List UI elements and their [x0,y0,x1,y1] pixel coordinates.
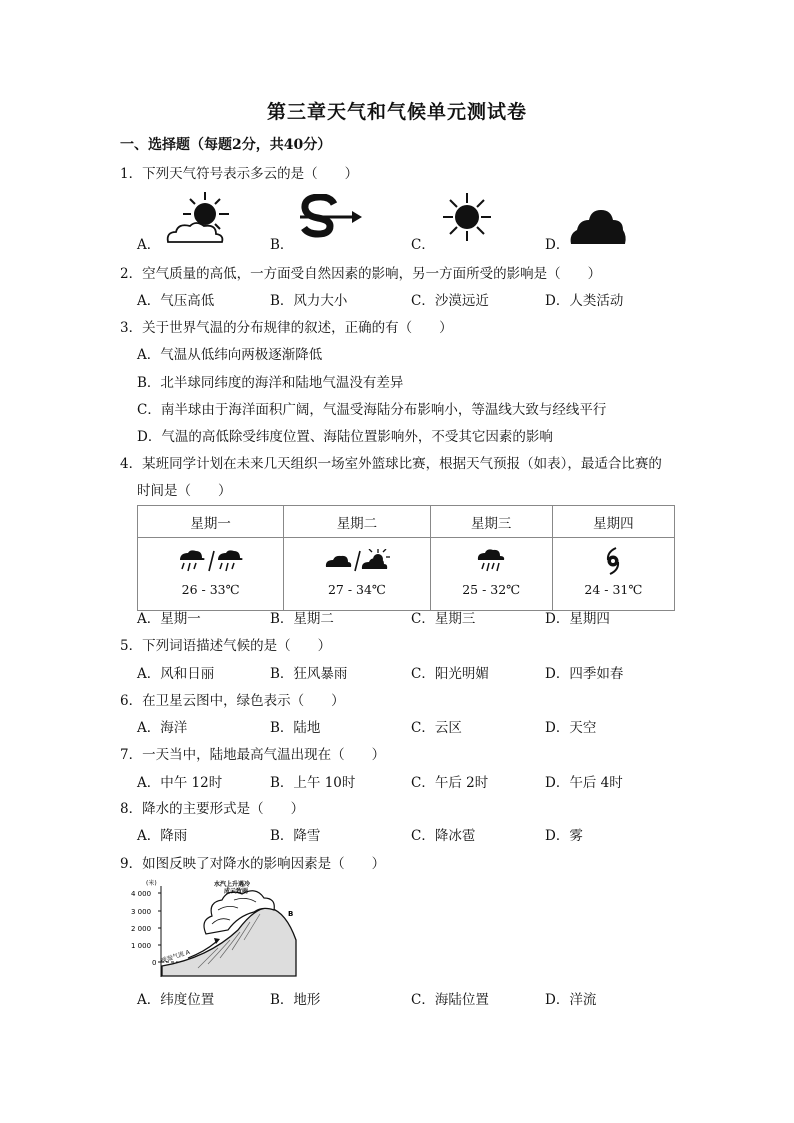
diagram-label-b: B [288,910,294,918]
q5-option-d: D．四季如春 [545,666,624,682]
q6-option-c: C．云区 [411,720,462,736]
q7-option-c: C．午后 2时 [411,775,489,791]
q2-option-b: B．风力大小 [270,293,348,309]
q1-option-d-label: D． [545,237,570,253]
q3-option-d: D．气温的高低除受纬度位置、海陆位置影响外，不受其它因素的影响 [137,429,553,445]
diagram-tick-3000: 3 000 [131,908,152,916]
q9-option-d: D．洋流 [545,992,597,1008]
q8-option-d: D．雾 [545,828,583,844]
q2-option-c: C．沙漠远近 [411,293,489,309]
forecast-day-4: 星期四 [552,506,674,538]
forecast-temp-1: 26 - 33℃ [181,582,240,597]
q4-option-d: D．星期四 [545,611,610,627]
q6-option-a: A．海洋 [137,720,188,736]
diagram-tick-2000: 2 000 [131,925,152,933]
q4-option-a: A．星期一 [137,611,201,627]
q3-option-c: C．南半球由于海洋面积广阔，气温受海陆分布影响小，等温线大致与经线平行 [137,402,607,418]
question-9-stem: 9．如图反映了对降水的影响因素是（ ） [120,856,386,872]
forecast-temp-4: 24 - 31℃ [584,582,643,597]
q3-option-b: B．北半球同纬度的海洋和陆地气温没有差异 [137,375,404,391]
question-7-stem: 7．一天当中，陆地最高气温出现在（ ） [120,747,386,763]
cloud-sun-icon [285,546,428,576]
forecast-day-1: 星期一 [138,506,284,538]
forecast-cell-2 [284,538,430,611]
question-1-stem: 1．下列天气符号表示多云的是（ ） [120,166,359,182]
sandstorm-icon [296,194,362,242]
forecast-cell-4 [552,538,674,611]
q4-option-b: B．星期二 [270,611,334,627]
forecast-temp-3: 25 - 32℃ [462,582,521,597]
section-heading: 一、选择题（每题2分，共40分） [120,137,332,153]
relief-rain-diagram [128,876,308,980]
diagram-label-top-1: 水汽上升遇冷 [214,881,251,888]
diagram-label-top-2: 成云致雨 [224,888,249,895]
diagram-label-side: 暖湿气流 A [160,948,191,965]
q9-option-c: C．海陆位置 [411,992,489,1008]
question-3-stem: 3．关于世界气温的分布规律的叙述，正确的有（ ） [120,320,453,336]
sunny-icon [437,192,497,242]
diagram-tick-1000: 1 000 [131,942,152,950]
q7-option-b: B．上午 10时 [270,775,356,791]
question-8-stem: 8．降水的主要形式是（ ） [120,801,305,817]
question-2-stem: 2．空气质量的高低，一方面受自然因素的影响，另一方面所受的影响是（ ） [120,266,602,282]
diagram-unit-label: (米) [146,880,157,887]
typhoon-icon [554,546,673,576]
q6-option-d: D．天空 [545,720,597,736]
forecast-day-3: 星期三 [430,506,552,538]
forecast-table [137,505,675,611]
forecast-temp-2: 27 - 34℃ [327,582,386,597]
q3-option-a: A．气温从低纬向两极逐渐降低 [137,347,323,363]
page-title: 第三章天气和气候单元测试卷 [266,101,527,123]
question-6-stem: 6．在卫星云图中，绿色表示（ ） [120,693,345,709]
q7-option-a: A．中午 12时 [137,775,223,791]
q5-option-a: A．风和日丽 [137,666,215,682]
q8-option-b: B．降雪 [270,828,321,844]
thunderstorm-icon [432,546,551,576]
question-4-stem-line2: 时间是（ ） [137,483,232,499]
question-5-stem: 5．下列词语描述气候的是（ ） [120,638,332,654]
q1-option-c-label: C． [411,237,435,253]
q1-option-b-label: B． [270,237,294,253]
q2-option-a: A．气压高低 [137,293,215,309]
rain-icon [139,546,282,576]
q5-option-c: C．阳光明媚 [411,666,489,682]
q7-option-d: D．午后 4时 [545,775,623,791]
q9-option-b: B．地形 [270,992,321,1008]
overcast-icon [569,206,627,246]
question-4-stem-line1: 4．某班同学计划在未来几天组织一场室外篮球比赛，根据天气预报（如表），最适合比赛的 [120,456,662,472]
q9-option-a: A．纬度位置 [137,992,215,1008]
diagram-tick-0: 0 [152,959,157,967]
sun-cloud-icon [160,190,240,248]
q2-option-d: D．人类活动 [545,293,624,309]
q8-option-c: C．降冰雹 [411,828,476,844]
q8-option-a: A．降雨 [137,828,188,844]
q4-option-c: C．星期三 [411,611,476,627]
q1-option-a-label: A． [137,237,161,253]
forecast-cell-1 [138,538,284,611]
diagram-tick-4000: 4 000 [131,890,152,898]
q5-option-b: B．狂风暴雨 [270,666,348,682]
forecast-cell-3 [430,538,552,611]
q6-option-b: B．陆地 [270,720,321,736]
forecast-day-2: 星期二 [284,506,430,538]
